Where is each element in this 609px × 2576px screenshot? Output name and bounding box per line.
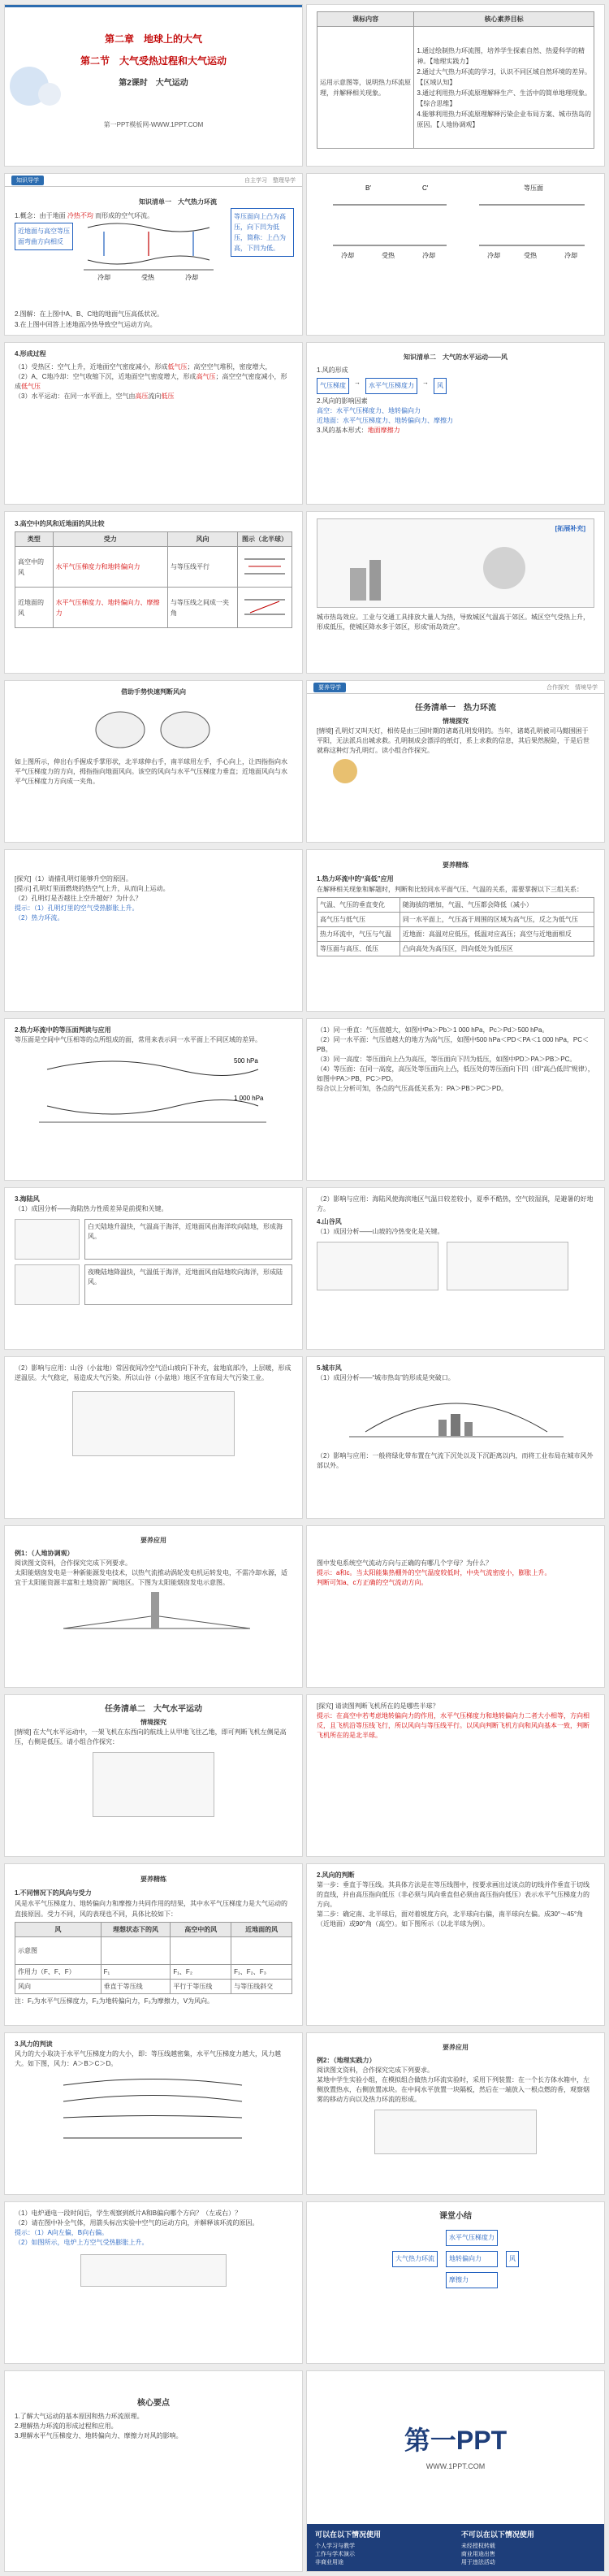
city-l2: （2）影响与应用：一般将绿化带布置在气流下沉处以及下沉距离以内，而将工业布局在城市风外部以外。 [317,1452,594,1469]
valley-night-figure [447,1242,568,1290]
table-row: 高空中的风 水平气压梯度力和地转偏向力 与等压线平行 [15,547,292,588]
mountain-l2: （1）成因分析——山坡的冷热变化是关键。 [317,1228,444,1235]
refine-heading: 1.热力环流中的“高低”应用 [317,875,394,883]
svg-text:冷却: 冷却 [487,252,500,259]
example1-q1: 图中发电系统空气流动方向与正确的有哪几个字母？为什么？ [317,1559,492,1567]
table-row: 热力环流中，气压与气温 近地面：高温对应低压，低温对应高压；高空与近地面相反 [317,927,594,942]
section-title: 第二节 大气受热过程和大气运动 [80,55,227,67]
explore-q2: （2）孔明灯是否越往上空升越好？为什么？ [15,895,142,902]
wind-flow: 气压梯度 → 水平气压梯度力 → 风 [317,378,594,394]
svg-text:1 000 hPa: 1 000 hPa [234,1095,264,1102]
slide-sea-breeze [4,1187,303,1350]
core-item: 3.理解水平气压梯度力、地转偏向力、摩擦力对风的影响。 [15,2432,183,2439]
core-item: 2.理解热力环流的形成过程和应用。 [15,2422,118,2430]
task2-text: [情境] 在大气水平运动中，一架飞机在东西向的航线上从甲地飞往乙地，即可判断飞机左侧是高压，右侧是低压。请小组合作探究： [15,1728,287,1746]
rule-5: 综合以上分析可知，各点的气压高低关系为：PA＞PB＞PC＞PD。 [317,1085,508,1092]
extension-text: 城市热岛效应。工业与交通工具排放大量人为热，导致城区气温高于郊区。城区空气受热上升，形成低压，使城区降水多于郊区，形成“雨岛效应”。 [317,614,590,631]
formation-heading: 4.形成过程 [15,350,46,358]
explore-q1: [探究]（1）请描孔明灯能够升空的原因。 [15,875,132,883]
slide-wind-direction [306,1863,605,2026]
note-left: 近地面与高空等压面弯曲方向相反 [15,223,73,250]
slide-goals [306,4,605,167]
example2-q2: （2）请在图中补全气体，用箭头标出实验中空气的运动方向，并解释该环流的原因。 [15,2219,259,2227]
section-tag: 知识导学 [11,176,44,185]
task1-subtitle: 情境探究 [443,718,469,725]
sea-l1: （1）成因分析——海陆热力性质差异是前提和关键。 [15,1205,168,1212]
table-row: 作用力（F、F、F） F₁ F₁、F₂ F₁、F₂、F₃ [15,1965,292,1980]
summary-title: 课堂小结 [439,2212,472,2221]
slide-example-2-answer [4,2201,303,2364]
example2-heading: 例2：（地理实践力） [317,2057,376,2064]
example1-a1: 提示：a和c。当太阳能集热棚外的空气温度较低时，中央气流密度小，膨胀上升。 [317,1569,551,1576]
slide-wind-compare [4,511,303,674]
svg-text:B′: B′ [365,184,371,192]
goals-header-left: 课标内容 [317,12,414,27]
slide-task-2-answer [306,1694,605,1857]
example2-a2: （2）如图所示，电炉上方空气受热膨胀上升。 [15,2239,149,2246]
sea-night-figure [15,1264,80,1305]
slide-explore-1 [4,849,303,1012]
summary-node: 摩擦力 [446,2272,498,2288]
valley-apply-text: （2）影响与应用：山谷（小盆地）常因夜间冷空气沿山坡向下补充，盆地底部冷，上层暖，形成逆温层。大气稳定，易造成大气污染。所以山谷（小盆地）地区不宜布局大气污染工业。 [15,1364,292,1381]
lesson-title: 第2课时 大气运动 [119,79,188,88]
wind-l3: 3.风的基本形式： [317,427,368,434]
rule-4: （4）等压面：在同一高度，高压处等压面向上凸，低压处的等压面向下凹（即“高凸低凹”规律），如图中PA＞PB，PC＞PD。 [317,1065,594,1082]
example2-l1: 阅读图文资料，合作探究完成下列要求。 [317,2066,434,2074]
explain-2: 2.图解：在上图中A、B、C地的地面气压高低状况。 [15,310,164,318]
slide-example-1: 要养应用 例1：（人地协调观） 阅读图文资料，合作探究完成下列要求。 太阳能烟囱发电是一种新能源发电技术，以热气流推动涡轮发电机运转发电，不需冷却水源，适宜于太阳能资源丰富和土地资源广阔地区。下图为太阳能烟囱发电示意图。 [4,1525,303,1688]
force-heading: 3.风力的判读 [15,2040,53,2048]
label-cool-c: 冷却 [185,274,198,281]
direction-step1: 第一步：垂直于等压线。其具体方法是在等压线图中，按要求画出过该点的切线并作垂直于切线的直线，并由高压指向低压（非必须与风向垂直但必须由高压指向低压）表示水平气压梯度力的方向。 [317,1881,590,1908]
hands-figure [15,697,294,754]
slide-example-2: 要养应用 例2：（地理实践力） 阅读图文资料，合作探究完成下列要求。 某地中学生实验小组，在模拟组合做热力环流实验时，采用下列装置：在一个长方体水箱中，左侧放置热水，右侧放置冰块。在中间水平放置一块隔板，然后在一端放入一根点燃的香，观察烟雾的移动方向以及热力环流的形成。 [306,2032,605,2195]
example1-a2: 判断可知a、c方正确的空气流动方向。 [317,1579,428,1586]
summary-node: 大气热力环流 [392,2251,438,2267]
section-subtag: 自主学习 整理导学 [244,177,296,184]
slide-mountain-breeze [306,1187,605,1350]
explore-a2: 提示：（1）孔明灯里的空气受热膨胀上升。 [15,904,139,912]
brand-domain[interactable]: WWW.1PPT.COM [425,2462,486,2470]
note-right: 等压面向上凸为高压，向下凹为低压，简称：上凸为高，下凹为低。 [231,208,294,257]
task2-q: [探究] 请读图判断飞机所在的是哪些半球？ [317,1702,439,1710]
chapter-title: 第二章 地球上的大气 [104,33,202,45]
sea-day-figure [15,1219,80,1260]
summary-node: 水平气压梯度力 [446,2230,498,2246]
example2-text: 某地中学生实验小组，在模拟组合做热力环流实验时，采用下列装置：在一个长方体水箱中，左侧放置热水，右侧放置冰块。在中间水平放置一块隔板，然后在一端放入一根点燃的香，观察烟雾的移动方向以及热力环流的形成。 [317,2076,590,2103]
sea-day-text: 白天陆地升温快，气温高于海洋，近地面风由海洋吹向陆地，形成海风。 [84,1219,292,1260]
example2-a1: 提示：（1）A向左偏，B向右偏。 [15,2229,109,2236]
goal-item: 3.通过利用热力环流原理解释生产、生活中的简单地理现象。【综合思维】 [417,89,592,107]
circulation-compare-diagram [317,180,596,327]
slide-example-1-answer [306,1525,605,1688]
slide-wind-forces: 要养精练 1.不同情况下的风向与受力 风是水平气压梯度力、地转偏向力和摩擦力共同作用的结果，其中水平气压梯度力是大气运动的直接原因。受力不同，风的表现也不同，具体比较如下： 风 理想状态下的风 高空中的风 近地面的风 示意图 作用力（F、F、F） F₁ F₁、F₂ F₁、F₂、F₃ 风向 垂直于等压线 平行于等压线 与等压线斜交 注：F₁为水平气压梯度力，F₂为地转偏向力，F₃为摩擦力，V为风向。 [4,1863,303,2026]
city-heat-island-figure [317,518,594,608]
svg-text:C′: C′ [422,184,429,192]
slide-valley-apply [4,1356,303,1519]
explore-a3: （2）热力环流。 [15,914,64,922]
slide-wind-force [4,2032,303,2195]
formation-p3: （3）水平运动：在同一水平面上，空气由高压流向低压 [15,392,175,400]
concept-answer: 冷热不均 [67,212,93,219]
rule-2: （2）同一水平面：气压值越大的地方为高气压，如图中500 hPa＜PD＜PA＜1 000 hPa，PC＜PB。 [317,1036,590,1053]
flow-node-3: 风 [434,378,447,394]
slide-title [4,4,303,167]
goal-item: 1.通过绘制热力环流图，培养学生探索自然、热爱科学的精神。【地理实践力】 [417,46,585,65]
slide-diagram-compare [306,173,605,336]
wind-l3b: 地面摩擦力 [367,427,400,434]
slide-extension [306,511,605,674]
task1-title: 任务清单一 热力环流 [415,704,496,713]
wind-force-diagram [15,2069,294,2150]
brand-footer: 可以在以下情况使用 个人学习与教学 工作与学术演示 非商业用途 不可以在以下情况使用 未经授权转载 商业用途出售 用于违法活动 [307,2524,604,2571]
summary-node: 地转偏向力 [446,2251,498,2267]
thermal-circulation-diagram [80,211,218,284]
lantern-icon [333,759,357,783]
refine-table [317,897,594,956]
hand-caption: 借助手势快速判断风向 [121,688,186,696]
formation-p1: （1）受热区：空气上升，近地面空气密度减小，形成低气压；高空空气堆积，密度增大， [15,363,272,371]
table-row: 气温、气压的垂直变化 随海拔的增加，气温、气压都会降低（减小） [317,898,594,913]
city-wind-diagram [317,1383,596,1448]
core-title: 核心要点 [137,2399,170,2408]
slide-hand-rule [4,680,303,843]
core-item: 1.了解大气运动的基本原因和热力环流原理。 [15,2413,144,2420]
slide-brand [306,2370,605,2572]
label-cool-a: 冷却 [97,274,110,281]
slide-formation [4,342,303,505]
sea-heading: 3.海陆风 [15,1195,40,1203]
task2-title: 任务清单二 大气水平运动 [105,1705,202,1714]
plane-isobar-figure [93,1752,214,1817]
sea-apply: （2）影响与应用：海陆风使海滨地区气温日较差较小，夏季不酷热，空气较湿润，是避暑的好地方。 [317,1195,594,1212]
valley-inversion-figure [72,1391,235,1456]
direction-step2: 第二步：确定南、北半球后，面对着坡度方向，北半球向右偏，南半球向左偏。成30°～45°角（近地面）或90°角（高空）。如下图所示（以北半球为例）。 [317,1910,584,1928]
slide-refine-1 [306,849,605,1012]
isobar-heading: 2.热力环流中的等压面判读与应用 [15,1026,111,1034]
concept-label-b: 而形成的空气环流。 [95,212,154,219]
upper-wind-icon [240,549,289,582]
svg-text:冷却: 冷却 [422,252,435,259]
rule-1: （1）同一垂直：气压值越大，如图中Pa＞Pb＞1 000 hPa，Pc＞Pd＞500 hPa。 [317,1026,549,1034]
example1-text: 太阳能烟囱发电是一种新能源发电技术，以热气流推动涡轮发电机运转发电，不需冷却水源，适宜于太阳能资源丰富和土地资源广阔地区。下图为太阳能烟囱发电示意图。 [15,1569,287,1586]
refine-hdr: 要养精练 [443,861,469,869]
slide-task-1: 要养导学 合作探究 情境导学 任务清单一 热力环流 情境探究 [情境] 孔明灯又叫天灯，相传是由三国时期的诸葛孔明发明的。当年，诸葛孔明被司马懿围困于平阳，无法派兵出城求救。孔明制成会漂浮的纸灯，系上求救的信息，其后果然脱险，于是后世就称这种灯为孔明灯。读小组合作探究。 [306,680,605,843]
wind-l2: 2.风向的影响因素 [317,397,368,405]
mountain-heading: 4.山谷风 [317,1218,342,1225]
valley-day-figure [317,1242,438,1290]
summary-node: 风 [506,2251,519,2267]
wind-title: 知识清单二 大气的水平运动——风 [404,353,508,361]
slide-wind [306,342,605,505]
concept-label: 1.概念：由于地面 [15,212,66,219]
forces-intro: 风是水平气压梯度力、地转偏向力和摩擦力共同作用的结果，其中水平气压梯度力是大气运动的直接原因。受力不同，风的表现也不同，具体比较如下： [15,1900,287,1918]
task1-text: [情境] 孔明灯又叫天灯，相传是由三国时期的诸葛孔明发明的。当年，诸葛孔明被司马懿围困于平阳，无法派兵出城求救。孔明制成会漂浮的纸灯，系上求救的信息，其后果然脱险，于是后世就称这种灯为孔明灯。读小组合作探究。 [317,727,590,754]
svg-text:受热: 受热 [524,252,537,259]
slide-city-wind [306,1356,605,1519]
goal-item: 2.通过大气热力环流的学习，认识不同区域自然环境的差异。【区域认知】 [417,67,592,86]
knowledge-title: 知识清单一 大气热力环流 [139,198,217,206]
decor-map-icon [5,54,78,119]
wind-t2: 近地面：水平气压梯度力、地转偏向力、摩擦力 [317,417,453,424]
wind-compare-table: 类型 受力 风向 图示（北半球） 高空中的风 水平气压梯度力和地转偏向力 与等压线平行 近地面的风 水平气压梯度力、地转偏向力、摩擦力 与等压线之间成一夹角 [15,531,292,628]
slide-core-points [4,2370,303,2572]
svg-text:受热: 受热 [382,252,395,259]
slide-isobar-rules [306,1018,605,1181]
slide-isobar [4,1018,303,1181]
explain-3: 3.在上图中回答上述地面冷热导致空气运动方向。 [15,321,157,328]
city-heading: 5.城市风 [317,1364,342,1372]
isobar-diagram [15,1045,294,1134]
goals-table [317,11,594,149]
forces-table: 风 理想状态下的风 高空中的风 近地面的风 示意图 作用力（F、F、F） F₁ F₁、F₂ F₁、F₂、F₃ 风向 垂直于等压线 平行于等压线 与等压线斜交 [15,1922,292,1994]
site-link[interactable]: 第一PPT模板网-WWW.1PPT.COM [103,121,204,128]
slide-knowledge-1 [4,173,303,336]
forces-note: 注：F₁为水平气压梯度力，F₂为地转偏向力，F₃为摩擦力，V为风向。 [15,1997,214,2005]
explore-a1: [提示] 孔明灯里面燃烧的热空气上升，从而向上运动。 [15,885,170,892]
svg-text:冷却: 冷却 [564,252,577,259]
flow-node-2: 水平气压梯度力 [365,378,417,394]
force-text: 风力的大小取决于水平气压梯度力的大小，即：等压线越密集，水平气压梯度力越大，风力越大。如下图，风力：A＞B＞C＞D。 [15,2050,281,2067]
surface-wind-icon [240,590,289,622]
example1-heading: 例1：（人地协调观） [15,1550,74,1557]
goal-item: 4.能够利用热力环流原理解释污染企业布局方案、城市热岛的原因。【人地协调观】 [417,110,592,128]
slide-task-2 [4,1694,303,1857]
task2-a: 提示：在高空中若考虑地转偏向力的作用，水平气压梯度力和地转偏向力二者大小相等，方向相反，且飞机沿等压线飞行，所以风向与等压线平行。以风向判断飞机方向和风向基本一致，判断飞机所在的是北半球。 [317,1712,590,1739]
example2-q1: （1）电炉通电一段时间后，学生观察到纸片A和B偏向哪个方向？（左或右）？ [15,2210,242,2217]
direction-heading: 2.风向的判断 [317,1871,355,1879]
solar-chimney-figure [15,1588,294,1637]
extension-title: [拓展补充] [555,525,585,532]
hand-text: 如上图所示，伸出右手握成手掌形状，北半球伸右手，南半球用左手，手心向上，让四指指向水平气压梯度力的方向，拇指指向地面风向。该空的风向与水平气压梯度力垂直；近地面风向与水平气压梯度力方向成一夹角。 [15,758,287,785]
sea-night-text: 夜晚陆地降温快，气温低于海洋，近地面风由陆地吹向海洋，形成陆风。 [84,1264,292,1305]
goals-header-right: 核心素养目标 [414,12,594,27]
city-l1: （1）成因分析——“城市热岛”的形成是突破口。 [317,1374,455,1381]
flow-node-1: 气压梯度 [317,378,349,394]
isobar-text: 等压面是空间中气压相等的点所组成的面，常用来表示同一水平面上不同区域的差异。 [15,1036,261,1043]
rule-3: （3）同一高度：等压面向上凸为高压，等压面向下凹为低压，如图中PD＞PA＞PB＞PC。 [317,1056,577,1063]
svg-text:冷却: 冷却 [341,252,354,259]
refine-intro: 在解释相关现象和解题时，判断和比较同水平面气压、气温的关系，需要掌握以下三组关系： [317,886,583,893]
table-row: 风向 垂直于等压线 平行于等压线 与等压线斜交 [15,1980,292,1994]
wind-l1: 1.风的形成 [317,366,348,374]
forces-heading: 1.不同情况下的风向与受力 [15,1889,92,1897]
task2-subtitle: 情境探究 [140,1719,166,1726]
experiment-figure [374,2110,537,2154]
compare-heading: 3.高空中的风和近地面的风比较 [15,520,105,527]
answer-figure [80,2254,227,2287]
slide-summary [306,2201,605,2364]
goals-left-cell: 运用示意图等，说明热力环流原理，并解释相关现象。 [317,27,414,149]
label-heated: 受热 [141,274,154,281]
svg-text:500 hPa: 500 hPa [234,1057,258,1065]
formation-p2: （2）A、C地冷却：空气收缩下沉，近地面空气密度增大，形成高气压；高空空气密度减小，形成低气压 [15,373,287,390]
wind-t1: 高空：水平气压梯度力、地转偏向力 [317,407,421,414]
brand-logo: 第一PPT [404,2426,508,2455]
table-row: 高气压与低气压 同一水平面上，气压高于周围的区域为高气压，反之为低气压 [317,913,594,927]
table-row: 示意图 [15,1937,292,1965]
table-row: 等压面与高压、低压 凸向高处为高压区，凹向低处为低压区 [317,942,594,956]
svg-text:等压面: 等压面 [524,184,543,192]
table-row: 近地面的风 水平气压梯度力、地转偏向力、摩擦力 与等压线之间成一夹角 [15,588,292,628]
example1-l1: 阅读图文资料，合作探究完成下列要求。 [15,1559,132,1567]
